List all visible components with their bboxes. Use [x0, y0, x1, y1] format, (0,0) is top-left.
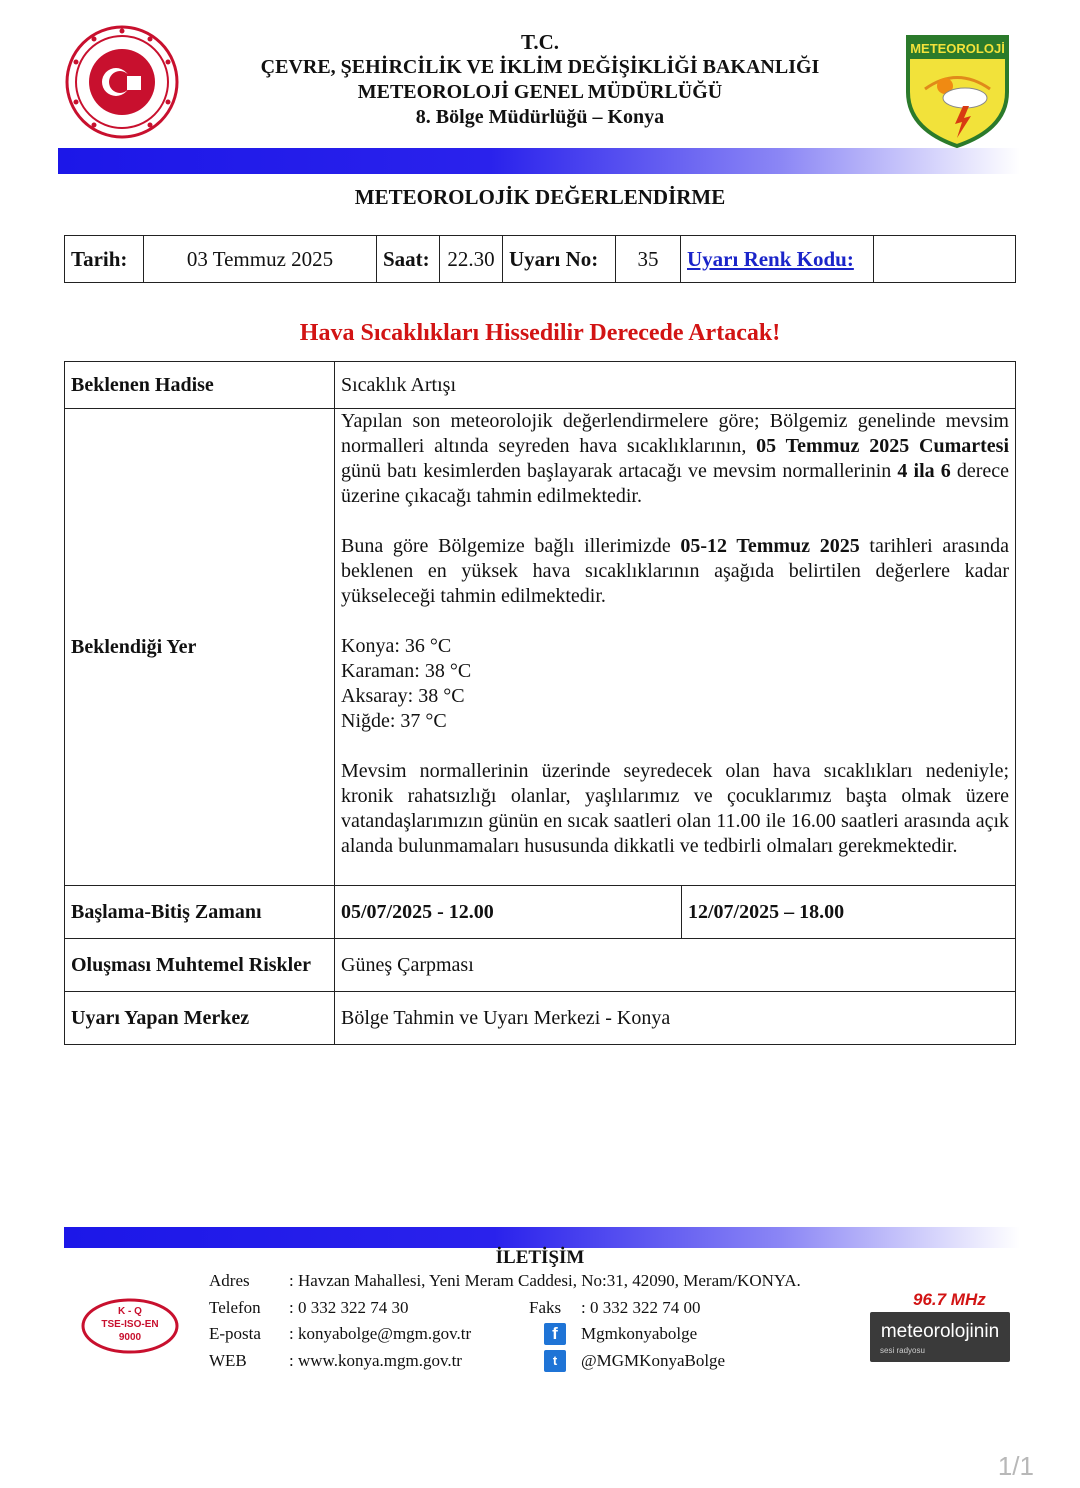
- warning-no-value: 35: [616, 236, 681, 283]
- web-label: WEB: [209, 1350, 247, 1370]
- risk-value: Güneş Çarpması: [335, 939, 1016, 992]
- radio-subtitle: sesi radyosu: [880, 1346, 925, 1355]
- web-value[interactable]: : www.konya.mgm.gov.tr: [289, 1350, 462, 1370]
- city-temperature-aksaray: Aksaray: 38 °C: [341, 685, 465, 707]
- email-label: E-posta: [209, 1324, 261, 1344]
- warning-info-table: [64, 235, 1016, 283]
- color-code-link[interactable]: Uyarı Renk Kodu:: [687, 246, 854, 271]
- header-regional-office: 8. Bölge Müdürlüğü – Konya: [415, 106, 665, 128]
- paragraph-temperatures-intro: Buna göre Bölgemize bağlı illerimizde 05-12 Temmuz 2025 tarihleri arasında beklenen en yüksek hava sıcaklıklarının aşağıda belirtilen değerlere kadar yükseleceği tahmin edilmektedir.: [341, 535, 1009, 607]
- tse-iso-badge: [80, 1297, 180, 1355]
- twitter-icon[interactable]: t: [544, 1350, 566, 1372]
- center-value: Bölge Tahmin ve Uyarı Merkezi - Konya: [335, 992, 1016, 1045]
- phone-label: Telefon: [209, 1297, 261, 1317]
- page-number: 1/1: [997, 1451, 1034, 1481]
- date-value: 03 Temmuz 2025: [144, 236, 377, 283]
- header-divider-bar: [58, 148, 1020, 174]
- radio-freq: 96.7 MHz: [913, 1290, 986, 1309]
- phone-value: : 0 332 322 74 30: [289, 1297, 409, 1317]
- event-value: Sıcaklık Artışı: [335, 362, 1016, 409]
- contact-title: İLETİŞİM: [495, 1247, 585, 1268]
- city-temperature-konya: Konya: 36 °C: [341, 635, 452, 657]
- place-description: [335, 409, 1016, 886]
- document-title: METEOROLOJİK DEĞERLENDİRME: [354, 185, 726, 209]
- facebook-icon[interactable]: f: [544, 1323, 566, 1345]
- place-label: Beklendiği Yer: [65, 409, 335, 886]
- tse-badge-line2: TSE-ISO-EN: [101, 1319, 159, 1330]
- risk-label: Oluşması Muhtemel Riskler: [65, 939, 335, 992]
- center-label: Uyarı Yapan Merkez: [65, 992, 335, 1045]
- footer-divider-bar: [64, 1227, 1020, 1248]
- city-temperature-nigde: Niğde: 37 °C: [341, 710, 447, 732]
- start-time: 05/07/2025 - 12.00: [335, 886, 682, 939]
- warning-no-label: Uyarı No:: [503, 236, 616, 283]
- contact-table: [209, 1268, 801, 1374]
- header-directorate: METEOROLOJİ GENEL MÜDÜRLÜĞÜ: [357, 81, 723, 103]
- color-code-cell: [681, 236, 874, 283]
- fax-value: : 0 332 322 74 00: [581, 1297, 701, 1317]
- radio-name: meteorolojinin: [880, 1321, 1000, 1342]
- paragraph-forecast: Yapılan son meteorolojik değerlendirmelere göre; Bölgemiz genelinde mevsim normalleri altında seyreden hava sıcaklıklarının, 05 Temmuz 2025 Cumartesi günü batı kesimlerden başlayarak artacağı ve mevsim normallerinin 4 ila 6 derece üzerine çıkacağı tahmin edilmektedir.: [341, 410, 1010, 507]
- tse-badge-line1: K - Q: [118, 1306, 142, 1317]
- tse-badge-line3: 9000: [118, 1332, 142, 1343]
- twitter-handle[interactable]: @MGMKonyaBolge: [581, 1350, 726, 1370]
- end-time: 12/07/2025 – 18.00: [682, 886, 1016, 939]
- header-line-tc: T.C.: [520, 30, 560, 54]
- address-label: Adres: [209, 1271, 250, 1291]
- date-label: Tarih:: [65, 236, 144, 283]
- ministry-seal-logo: [64, 24, 180, 140]
- city-temperature-list: [341, 634, 1009, 734]
- address-value: : Havzan Mahallesi, Yeni Meram Caddesi, No:31, 42090, Meram/KONYA.: [289, 1271, 801, 1291]
- event-label: Beklenen Hadise: [65, 362, 335, 409]
- header-ministry: ÇEVRE, ŞEHİRCİLİK VE İKLİM DEĞİŞİKLİĞİ BAKANLIĞI: [260, 56, 820, 78]
- paragraph-advice: Mevsim normallerinin üzerinde seyredecek olan hava sıcaklıkları nedeniyle; kronik rahatsızlığı olanlar, yaşlılarımız ve çocuklarımız başta olmak üzere vatandaşlarımızın günün en sıcak saatleri olan 11.00 ile 16.00 saatleri arasında açık alanda bulunmamaları hususunda dikkatli ve tedbirli olmaları gerekmektedir.: [341, 760, 1009, 857]
- fax-label: Faks: [529, 1297, 562, 1317]
- meteoroloji-shield-logo: [905, 34, 1010, 149]
- time-label: Saat:: [377, 236, 440, 283]
- header-title-block: [200, 30, 880, 130]
- radio-logo: [870, 1312, 1010, 1362]
- warning-headline: Hava Sıcaklıkları Hissedilir Derecede Artacak!: [299, 320, 781, 346]
- color-code-value: [874, 236, 1016, 283]
- city-temperature-karaman: Karaman: 38 °C: [341, 660, 472, 682]
- email-value[interactable]: : konyabolge@mgm.gov.tr: [289, 1324, 472, 1344]
- warning-details-table: [64, 361, 1016, 1045]
- meteoroloji-logo-text: METEOROLOJİ: [910, 41, 1005, 56]
- facebook-handle[interactable]: Mgmkonyabolge: [581, 1324, 698, 1344]
- time-value: 22.30: [440, 236, 503, 283]
- time-range-label: Başlama-Bitiş Zamanı: [65, 886, 335, 939]
